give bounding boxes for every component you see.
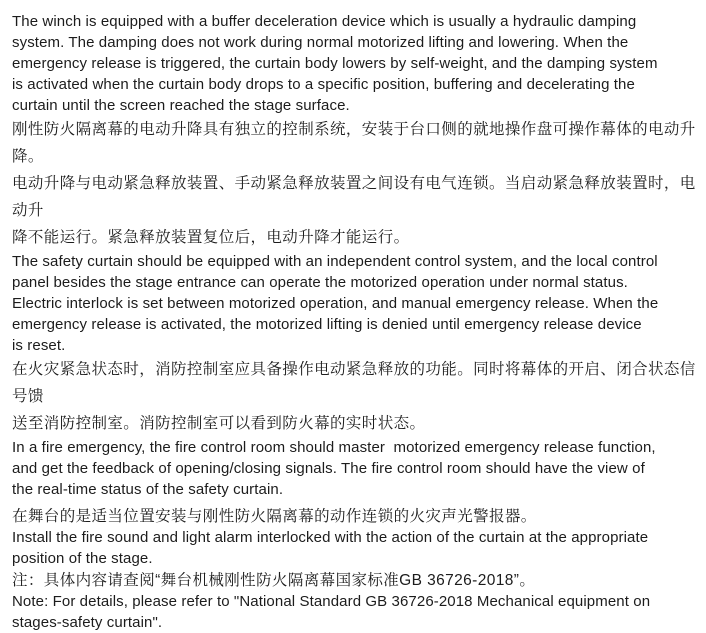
paragraph: [12, 506, 696, 569]
text-line: The winch is equipped with a buffer deceleration device which is usually a hydraulic damping: [12, 13, 637, 30]
paragraph: [12, 437, 696, 500]
document-content: [12, 11, 696, 633]
text-line: system. The damping does not work during normal motorized lifting and lowering. When the: [12, 34, 629, 51]
text-line: stages-safety curtain".: [12, 614, 163, 631]
text-line: the real-time status of the safety curtain.: [12, 481, 284, 498]
text-line: emergency release is activated, the motorized lifting is denied until emergency release device: [12, 316, 642, 333]
text-line: 刚性防火隔离幕的电动升降具有独立的控制系统，安装于台口侧的就地操作盘可操作幕体的电动升降。: [12, 121, 696, 165]
text-line: panel besides the stage entrance can operate the motorized operation under normal status.: [12, 274, 628, 291]
paragraph: [12, 356, 696, 437]
text-line: 在舞台的是适当位置安装与刚性防火隔离幕的动作连锁的火灾声光警报器。: [12, 508, 537, 525]
text-line: 降不能运行。紧急释放装置复位后，电动升降才能运行。: [12, 229, 410, 246]
text-line: In a fire emergency, the fire control room should master motorized emergency release function,: [12, 439, 656, 456]
text-line: is reset.: [12, 337, 66, 354]
text-line: 注：具体内容请查阅“舞台机械刚性防火隔离幕国家标准GB 36726-2018”。: [12, 572, 536, 589]
text-line: position of the stage.: [12, 550, 153, 567]
text-line: curtain until the screen reached the stage surface.: [12, 97, 350, 114]
paragraph: [12, 570, 696, 633]
text-line: Install the fire sound and light alarm interlocked with the action of the curtain at the appropriate: [12, 529, 649, 546]
text-line: emergency release is triggered, the curtain body lowers by self-weight, and the damping system: [12, 55, 658, 72]
paragraph: [12, 116, 696, 251]
text-line: is activated when the curtain body drops to a specific position, buffering and decelerating the: [12, 76, 635, 93]
text-line: Electric interlock is set between motorized operation, and manual emergency release. When the: [12, 295, 659, 312]
text-line: The safety curtain should be equipped with an independent control system, and the local control: [12, 253, 658, 270]
text-line: 送至消防控制室。消防控制室可以看到防火幕的实时状态。: [12, 415, 426, 432]
paragraph: [12, 11, 696, 116]
text-line: 在火灾紧急状态时，消防控制室应具备操作电动紧急释放的功能。同时将幕体的开启、闭合状态信号馈: [12, 361, 696, 405]
paragraph: [12, 251, 696, 356]
text-line: Note: For details, please refer to "National Standard GB 36726-2018 Mechanical equipment on: [12, 593, 651, 610]
text-line: 电动升降与电动紧急释放装置、手动紧急释放装置之间设有电气连锁。当启动紧急释放装置时，电动升: [12, 175, 696, 219]
text-line: and get the feedback of opening/closing signals. The fire control room should have the view of: [12, 460, 645, 477]
